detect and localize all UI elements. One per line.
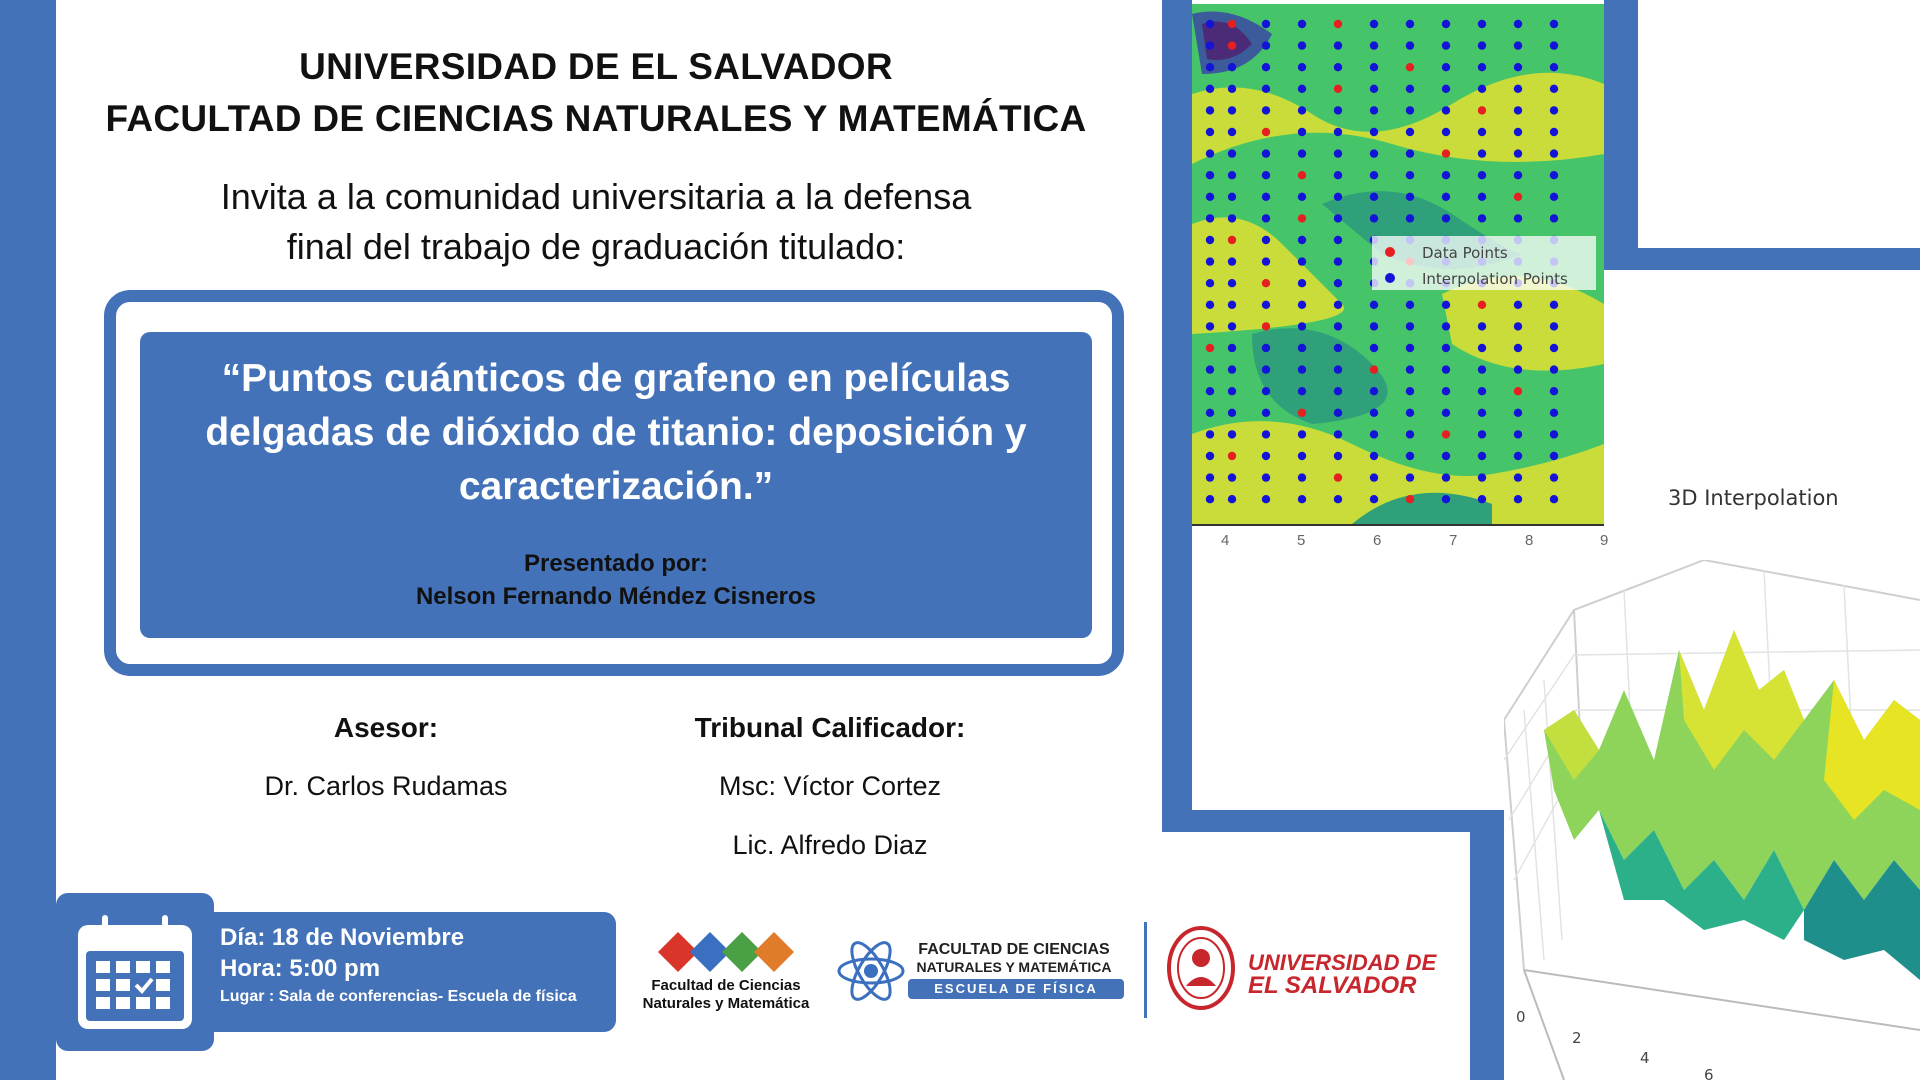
interpolation-point <box>1514 85 1522 93</box>
interpolation-point <box>1478 473 1486 481</box>
interpolation-point <box>1478 171 1486 179</box>
interpolation-point <box>1334 365 1342 373</box>
data-point <box>1478 301 1486 309</box>
interpolation-point <box>1334 214 1342 222</box>
advisor-label: Asesor: <box>333 712 439 743</box>
x-tick-8: 8 <box>1525 532 1534 549</box>
interpolation-point <box>1478 41 1486 49</box>
interpolation-point <box>1334 301 1342 309</box>
interpolation-point <box>1228 171 1236 179</box>
plot3d-ticks <box>1516 1008 1714 1080</box>
data-point <box>1298 214 1306 222</box>
interpolation-point <box>1298 193 1306 201</box>
interpolation-point <box>1206 214 1214 222</box>
interpolation-point <box>1550 301 1558 309</box>
x-tick-7: 7 <box>1449 532 1458 549</box>
interpolation-point <box>1550 452 1558 460</box>
interpolation-point <box>1478 452 1486 460</box>
interpolation-point <box>1206 409 1214 417</box>
interpolation-point <box>1206 236 1214 244</box>
interpolation-point <box>1334 171 1342 179</box>
thesis-title-line-3: caracterización.” <box>458 465 774 508</box>
interpolation-point <box>1514 106 1522 114</box>
legend-interpolation-marker <box>1385 273 1395 283</box>
interpolation-point <box>1478 63 1486 71</box>
interpolation-point <box>1550 149 1558 157</box>
interpolation-point <box>1442 344 1450 352</box>
interpolation-point <box>1228 495 1236 503</box>
interpolation-point <box>1228 149 1236 157</box>
data-point <box>1228 452 1236 460</box>
thesis-title-line-1: “Puntos cuánticos de grafeno en películas <box>221 357 1011 400</box>
plot3d-tick-0: 0 <box>1516 1008 1526 1026</box>
interpolation-point <box>1478 149 1486 157</box>
interpolation-point <box>1206 63 1214 71</box>
interpolation-point <box>1228 344 1236 352</box>
data-point <box>1514 387 1522 395</box>
interpolation-point <box>1262 214 1270 222</box>
interpolation-point <box>1406 193 1414 201</box>
interpolation-point <box>1478 214 1486 222</box>
interpolation-point <box>1514 128 1522 136</box>
interpolation-point <box>1478 495 1486 503</box>
interpolation-point <box>1298 41 1306 49</box>
data-point <box>1334 20 1342 28</box>
interpolation-point <box>1262 409 1270 417</box>
x-tick-6: 6 <box>1373 532 1382 549</box>
interpolation-point <box>1550 63 1558 71</box>
event-place: Lugar : Sala de conferencias- Escuela de física <box>220 988 577 1005</box>
interpolation-point <box>1442 85 1450 93</box>
interpolation-point <box>1228 409 1236 417</box>
plot3d-tick-2: 2 <box>1572 1029 1582 1047</box>
interpolation-point <box>1228 279 1236 287</box>
data-point <box>1478 106 1486 114</box>
logo-divider <box>1144 922 1147 1018</box>
interpolation-point <box>1478 387 1486 395</box>
interpolation-point <box>1406 128 1414 136</box>
presented-by-label: Presentado por: <box>523 550 709 577</box>
interpolation-point <box>1228 322 1236 330</box>
interpolation-point <box>1406 344 1414 352</box>
interpolation-point <box>1406 301 1414 309</box>
interpolation-point <box>1298 387 1306 395</box>
interpolation-point <box>1334 409 1342 417</box>
interpolation-point <box>1206 322 1214 330</box>
data-point <box>1298 171 1306 179</box>
interpolation-point <box>1514 473 1522 481</box>
interpolation-point <box>1406 473 1414 481</box>
interpolation-point <box>1550 387 1558 395</box>
interpolation-point <box>1478 128 1486 136</box>
interpolation-point <box>1298 473 1306 481</box>
interpolation-point <box>1406 171 1414 179</box>
interpolation-point <box>1262 452 1270 460</box>
interpolation-point <box>1262 387 1270 395</box>
interpolation-point <box>1334 452 1342 460</box>
interpolation-point <box>1370 171 1378 179</box>
interpolation-point <box>1370 106 1378 114</box>
interpolation-point <box>1550 85 1558 93</box>
interpolation-point <box>1514 171 1522 179</box>
interpolation-point <box>1370 20 1378 28</box>
interpolation-point <box>1514 214 1522 222</box>
interpolation-point <box>1406 322 1414 330</box>
legend-interpolation-points-label: Interpolation Points <box>1422 270 1568 288</box>
data-point <box>1206 344 1214 352</box>
interpolation-point <box>1298 452 1306 460</box>
interpolation-point <box>1298 257 1306 265</box>
interpolation-point <box>1406 41 1414 49</box>
interpolation-2d-plot <box>1192 4 1604 524</box>
data-point <box>1514 193 1522 201</box>
interpolation-point <box>1262 257 1270 265</box>
interpolation-point <box>1478 430 1486 438</box>
interpolation-point <box>1442 171 1450 179</box>
interpolation-point <box>1442 20 1450 28</box>
interpolation-point <box>1550 214 1558 222</box>
interpolation-point <box>1206 193 1214 201</box>
interpolation-point <box>1370 85 1378 93</box>
interpolation-point <box>1262 85 1270 93</box>
interpolation-point <box>1298 149 1306 157</box>
interpolation-point <box>1298 365 1306 373</box>
fisica-logo-line-1: FACULTAD DE CIENCIAS <box>918 941 1110 958</box>
event-day: Día: 18 de Noviembre <box>220 924 465 951</box>
interpolation-point <box>1298 128 1306 136</box>
tribunal-member-1: Msc: Víctor Cortez <box>718 771 942 801</box>
x-tick-4: 4 <box>1221 532 1230 549</box>
interpolation-point <box>1442 409 1450 417</box>
x-tick-5: 5 <box>1297 532 1306 549</box>
interpolation-point <box>1406 85 1414 93</box>
interpolation-point <box>1334 257 1342 265</box>
data-point <box>1228 236 1236 244</box>
interpolation-point <box>1406 214 1414 222</box>
interpolation-point <box>1298 344 1306 352</box>
interpolation-point <box>1514 149 1522 157</box>
interpolation-point <box>1370 409 1378 417</box>
legend-data-point-marker <box>1385 247 1395 257</box>
plot3d-tick-4: 4 <box>1640 1049 1650 1067</box>
interpolation-point <box>1370 495 1378 503</box>
interpolation-point <box>1406 430 1414 438</box>
interpolation-point <box>1442 106 1450 114</box>
x-tick-9: 9 <box>1600 532 1609 549</box>
interpolation-point <box>1442 63 1450 71</box>
plot3d-tick-6: 6 <box>1704 1066 1714 1080</box>
data-point <box>1334 473 1342 481</box>
data-point <box>1262 279 1270 287</box>
interpolation-point <box>1206 257 1214 265</box>
interpolation-point <box>1550 344 1558 352</box>
interpolation-point <box>1406 452 1414 460</box>
interpolation-point <box>1206 452 1214 460</box>
interpolation-point <box>1228 473 1236 481</box>
interpolation-point <box>1442 452 1450 460</box>
interpolation-point <box>1370 344 1378 352</box>
interpolation-point <box>1550 430 1558 438</box>
interpolation-point <box>1514 495 1522 503</box>
interpolation-point <box>1262 473 1270 481</box>
faculty-logo-line-1: Facultad de Ciencias <box>651 977 801 994</box>
data-point <box>1228 20 1236 28</box>
interpolation-point <box>1298 236 1306 244</box>
interpolation-point <box>1228 214 1236 222</box>
interpolation-point <box>1262 149 1270 157</box>
interpolation-point <box>1442 495 1450 503</box>
tribunal-member-2: Lic. Alfredo Diaz <box>732 830 928 860</box>
interpolation-point <box>1298 301 1306 309</box>
presenter-name: Nelson Fernando Méndez Cisneros <box>415 583 817 610</box>
university-heading: UNIVERSIDAD DE EL SALVADOR <box>299 46 893 87</box>
interpolation-point <box>1370 63 1378 71</box>
interpolation-point <box>1206 85 1214 93</box>
interpolation-point <box>1550 171 1558 179</box>
interpolation-point <box>1550 365 1558 373</box>
plot-frame-bottom-bar <box>1162 810 1504 832</box>
interpolation-point <box>1262 63 1270 71</box>
interpolation-point <box>1514 41 1522 49</box>
interpolation-point <box>1262 20 1270 28</box>
interpolation-point <box>1298 85 1306 93</box>
data-point <box>1442 430 1450 438</box>
plot-x-axis <box>1192 524 1604 526</box>
interpolation-point <box>1228 106 1236 114</box>
thesis-box <box>140 332 1092 638</box>
interpolation-point <box>1550 106 1558 114</box>
interpolation-point <box>1370 41 1378 49</box>
interpolation-point <box>1206 495 1214 503</box>
advisor-name: Dr. Carlos Rudamas <box>264 771 508 801</box>
interpolation-point <box>1262 365 1270 373</box>
interpolation-point <box>1514 452 1522 460</box>
interpolation-point <box>1514 344 1522 352</box>
interpolation-point <box>1334 63 1342 71</box>
interpolation-point <box>1514 365 1522 373</box>
interpolation-point <box>1370 193 1378 201</box>
interpolation-point <box>1550 128 1558 136</box>
interpolation-point <box>1262 344 1270 352</box>
interpolation-point <box>1478 85 1486 93</box>
interpolation-point <box>1442 41 1450 49</box>
interpolation-point <box>1228 193 1236 201</box>
interpolation-point <box>1298 495 1306 503</box>
interpolation-point <box>1442 365 1450 373</box>
interpolation-point <box>1478 409 1486 417</box>
interpolation-point <box>1206 365 1214 373</box>
data-point <box>1406 495 1414 503</box>
interpolation-point <box>1334 279 1342 287</box>
invitation-line-2: final del trabajo de graduación titulado: <box>286 226 906 267</box>
interpolation-point <box>1550 41 1558 49</box>
interpolation-point <box>1206 171 1214 179</box>
interpolation-point <box>1334 41 1342 49</box>
data-point <box>1442 149 1450 157</box>
interpolation-point <box>1206 430 1214 438</box>
interpolation-point <box>1262 41 1270 49</box>
interpolation-point <box>1406 20 1414 28</box>
interpolation-point <box>1228 63 1236 71</box>
interpolation-point <box>1478 193 1486 201</box>
interpolation-point <box>1334 149 1342 157</box>
invitation-line-1: Invita a la comunidad universitaria a la defensa <box>220 176 972 217</box>
interpolation-point <box>1206 387 1214 395</box>
data-point <box>1334 85 1342 93</box>
interpolation-point <box>1406 387 1414 395</box>
plot-frame-top-right-bar <box>1604 0 1638 270</box>
interpolation-point <box>1370 128 1378 136</box>
interpolation-point <box>1550 473 1558 481</box>
event-time: Hora: 5:00 pm <box>220 955 381 982</box>
interpolation-point <box>1334 128 1342 136</box>
interpolation-point <box>1228 85 1236 93</box>
interpolation-point <box>1206 41 1214 49</box>
interpolation-point <box>1262 106 1270 114</box>
plot-frame-left-bar <box>1162 0 1192 832</box>
interpolation-point <box>1206 279 1214 287</box>
interpolation-point <box>1334 430 1342 438</box>
interpolation-point <box>1442 387 1450 395</box>
interpolation-point <box>1334 236 1342 244</box>
interpolation-point <box>1370 430 1378 438</box>
interpolation-point <box>1550 409 1558 417</box>
interpolation-point <box>1370 387 1378 395</box>
interpolation-point <box>1262 171 1270 179</box>
faculty-logo-line-2: Naturales y Matemática <box>642 995 810 1012</box>
interpolation-point <box>1206 106 1214 114</box>
plot-frame-lower-right-bar <box>1470 810 1504 1080</box>
faculty-science-icons <box>656 930 796 974</box>
interpolation-point <box>1262 430 1270 438</box>
interpolation-point <box>1406 149 1414 157</box>
interpolation-point <box>1262 193 1270 201</box>
interpolation-point <box>1550 193 1558 201</box>
interpolation-point <box>1298 63 1306 71</box>
interpolation-point <box>1514 322 1522 330</box>
interpolation-point <box>1442 214 1450 222</box>
faculty-heading: FACULTAD DE CIENCIAS NATURALES Y MATEMÁTICA <box>105 98 1087 139</box>
plot3d-title: 3D Interpolation <box>1668 486 1839 510</box>
tribunal-label: Tribunal Calificador: <box>694 712 966 743</box>
interpolation-point <box>1370 214 1378 222</box>
interpolation-point <box>1334 193 1342 201</box>
interpolation-point <box>1334 322 1342 330</box>
interpolation-point <box>1228 301 1236 309</box>
interpolation-point <box>1206 149 1214 157</box>
interpolation-point <box>1406 106 1414 114</box>
interpolation-point <box>1298 20 1306 28</box>
interpolation-point <box>1442 128 1450 136</box>
interpolation-point <box>1298 279 1306 287</box>
interpolation-point <box>1406 365 1414 373</box>
interpolation-point <box>1298 322 1306 330</box>
interpolation-point <box>1206 128 1214 136</box>
data-point <box>1262 128 1270 136</box>
interpolation-point <box>1514 409 1522 417</box>
interpolation-point <box>1370 322 1378 330</box>
interpolation-point <box>1478 365 1486 373</box>
data-point <box>1370 365 1378 373</box>
calendar-badge <box>56 893 214 1051</box>
interpolation-point <box>1478 344 1486 352</box>
interpolation-point <box>1206 20 1214 28</box>
interpolation-point <box>1550 322 1558 330</box>
interpolation-point <box>1478 20 1486 28</box>
data-point <box>1262 322 1270 330</box>
thesis-title <box>140 352 1092 514</box>
interpolation-point <box>1334 387 1342 395</box>
interpolation-point <box>1370 149 1378 157</box>
interpolation-point <box>1334 495 1342 503</box>
interpolation-point <box>1514 301 1522 309</box>
interpolation-point <box>1262 495 1270 503</box>
plot-frame-right-horizontal-bar <box>1604 248 1920 270</box>
interpolation-3d-plot <box>1504 560 1920 1080</box>
interpolation-point <box>1262 301 1270 309</box>
interpolation-point <box>1206 301 1214 309</box>
interpolation-point <box>1442 301 1450 309</box>
interpolation-point <box>1442 322 1450 330</box>
interpolation-point <box>1406 409 1414 417</box>
interpolation-point <box>1298 430 1306 438</box>
calendar-icon <box>56 893 214 1051</box>
interpolation-point <box>1442 473 1450 481</box>
ues-logo-line-2: EL SALVADOR <box>1248 972 1417 999</box>
interpolation-point <box>1206 473 1214 481</box>
interpolation-point <box>1228 257 1236 265</box>
interpolation-point <box>1370 301 1378 309</box>
university-seal-icon <box>1166 926 1236 1016</box>
ues-logo-line-1: UNIVERSIDAD DE <box>1248 950 1437 975</box>
atom-icon <box>836 936 906 1006</box>
interpolation-point <box>1228 387 1236 395</box>
interpolation-point <box>1514 63 1522 71</box>
data-point <box>1228 41 1236 49</box>
interpolation-point <box>1228 365 1236 373</box>
thesis-title-line-2: delgadas de dióxido de titanio: deposición y <box>205 411 1027 454</box>
fisica-logo-line-3: ESCUELA DE FÍSICA <box>908 979 1124 999</box>
interpolation-point <box>1478 322 1486 330</box>
interpolation-point <box>1370 452 1378 460</box>
interpolation-point <box>1228 128 1236 136</box>
interpolation-point <box>1334 106 1342 114</box>
data-point <box>1406 63 1414 71</box>
interpolation-point <box>1370 473 1378 481</box>
left-frame-bar <box>0 0 56 1080</box>
interpolation-point <box>1514 20 1522 28</box>
interpolation-point <box>1514 430 1522 438</box>
interpolation-point <box>1298 106 1306 114</box>
data-point <box>1298 409 1306 417</box>
interpolation-point <box>1550 20 1558 28</box>
fisica-logo-line-2: NATURALES Y MATEMÁTICA <box>916 959 1112 975</box>
interpolation-point <box>1550 495 1558 503</box>
interpolation-point <box>1334 344 1342 352</box>
legend-data-points-label: Data Points <box>1422 244 1508 262</box>
interpolation-point <box>1262 236 1270 244</box>
interpolation-point <box>1442 193 1450 201</box>
interpolation-point <box>1228 430 1236 438</box>
